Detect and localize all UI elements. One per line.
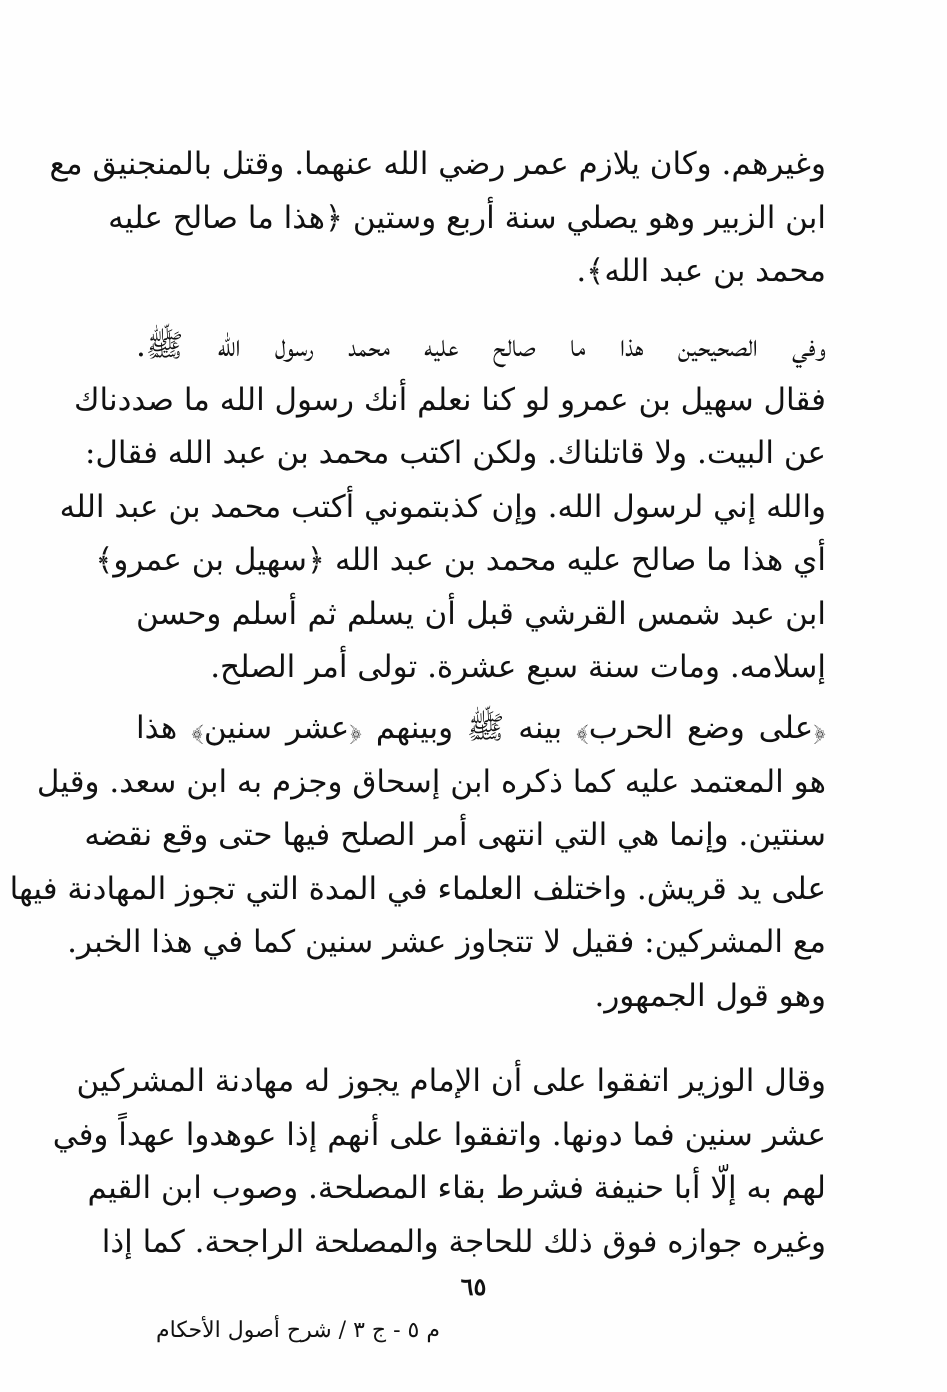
text-line: فقال سهيل بن عمرو لو كنا نعلم أنك رسول الله ما صددناك [73, 381, 826, 418]
text-line: أي هذا ما صالح عليه محمد بن عبد الله ﴿سهيل بن عمرو﴾ [95, 542, 826, 578]
text-line: وغيرهم. وكان يلازم عمر رضي الله عنهما. وقتل بالمنجنيق مع [49, 146, 826, 182]
text-line: عن البيت. ولا قاتلناك. ولكن اكتب محمد بن عبد الله فقال: [84, 435, 826, 471]
paragraph-3 [9, 702, 826, 1023]
paragraph-4 [52, 1055, 826, 1269]
text-line: على يد قريش. واختلف العلماء في المدة التي تجوز المهادنة فيها [9, 870, 826, 907]
text-line: محمد بن عبد الله﴾. [576, 253, 826, 289]
text-line: والله إني لرسول الله. وإن كذبتموني أكتب محمد بن عبد الله [59, 488, 826, 525]
text-line: سنتين. وإنما هي التي انتهى أمر الصلح فيها حتى وقع نقضه [84, 817, 826, 853]
paragraph-2 [59, 320, 826, 695]
text-line: ابن الزبير وهو يصلي سنة أربع وستين ﴿هذا ما صالح عليه [108, 199, 826, 236]
text-line: إسلامه. ومات سنة سبع عشرة. تولى أمر الصلح. [210, 649, 826, 685]
footer-signature: م ٥ - ج ٣ / شرح أصول الأحكام [156, 1318, 440, 1343]
text-line: وفي الصحيحين هذا ما صالح عليه محمد رسول الله ﷺ. [136, 328, 826, 364]
text-line: وقال الوزير اتفقوا على أن الإمام يجوز له مهادنة المشركين [76, 1063, 826, 1099]
text-line: عشر سنين فما دونها. واتفقوا على أنهم إذا عوهدوا عهداً وفي [52, 1116, 826, 1153]
text-line: وهو قول الجمهور. [594, 977, 826, 1014]
page-number: ٦٥ [460, 1272, 487, 1301]
text-line: مع المشركين: فقيل لا تتجاوز عشر سنين كما في هذا الخبر. [67, 924, 826, 960]
text-line: هو المعتمد عليه كما ذكره ابن إسحاق وجزم به ابن سعد. وقيل [36, 763, 826, 800]
text-line: ﴿على وضع الحرب﴾ بينه ﷺ وبينهم ﴿عشر سنين﴾ هذا [136, 710, 826, 746]
text-line: لهم به إلّا أبا حنيفة فشرط بقاء المصلحة. وصوب ابن القيم [87, 1170, 826, 1206]
paragraph-1 [49, 138, 826, 299]
text-line: ابن عبد شمس القرشي قبل أن يسلم ثم أسلم وحسن [136, 595, 826, 632]
text-line: وغيره جوازه فوق ذلك للحاجة والمصلحة الراجحة. كما إذا [101, 1223, 826, 1260]
